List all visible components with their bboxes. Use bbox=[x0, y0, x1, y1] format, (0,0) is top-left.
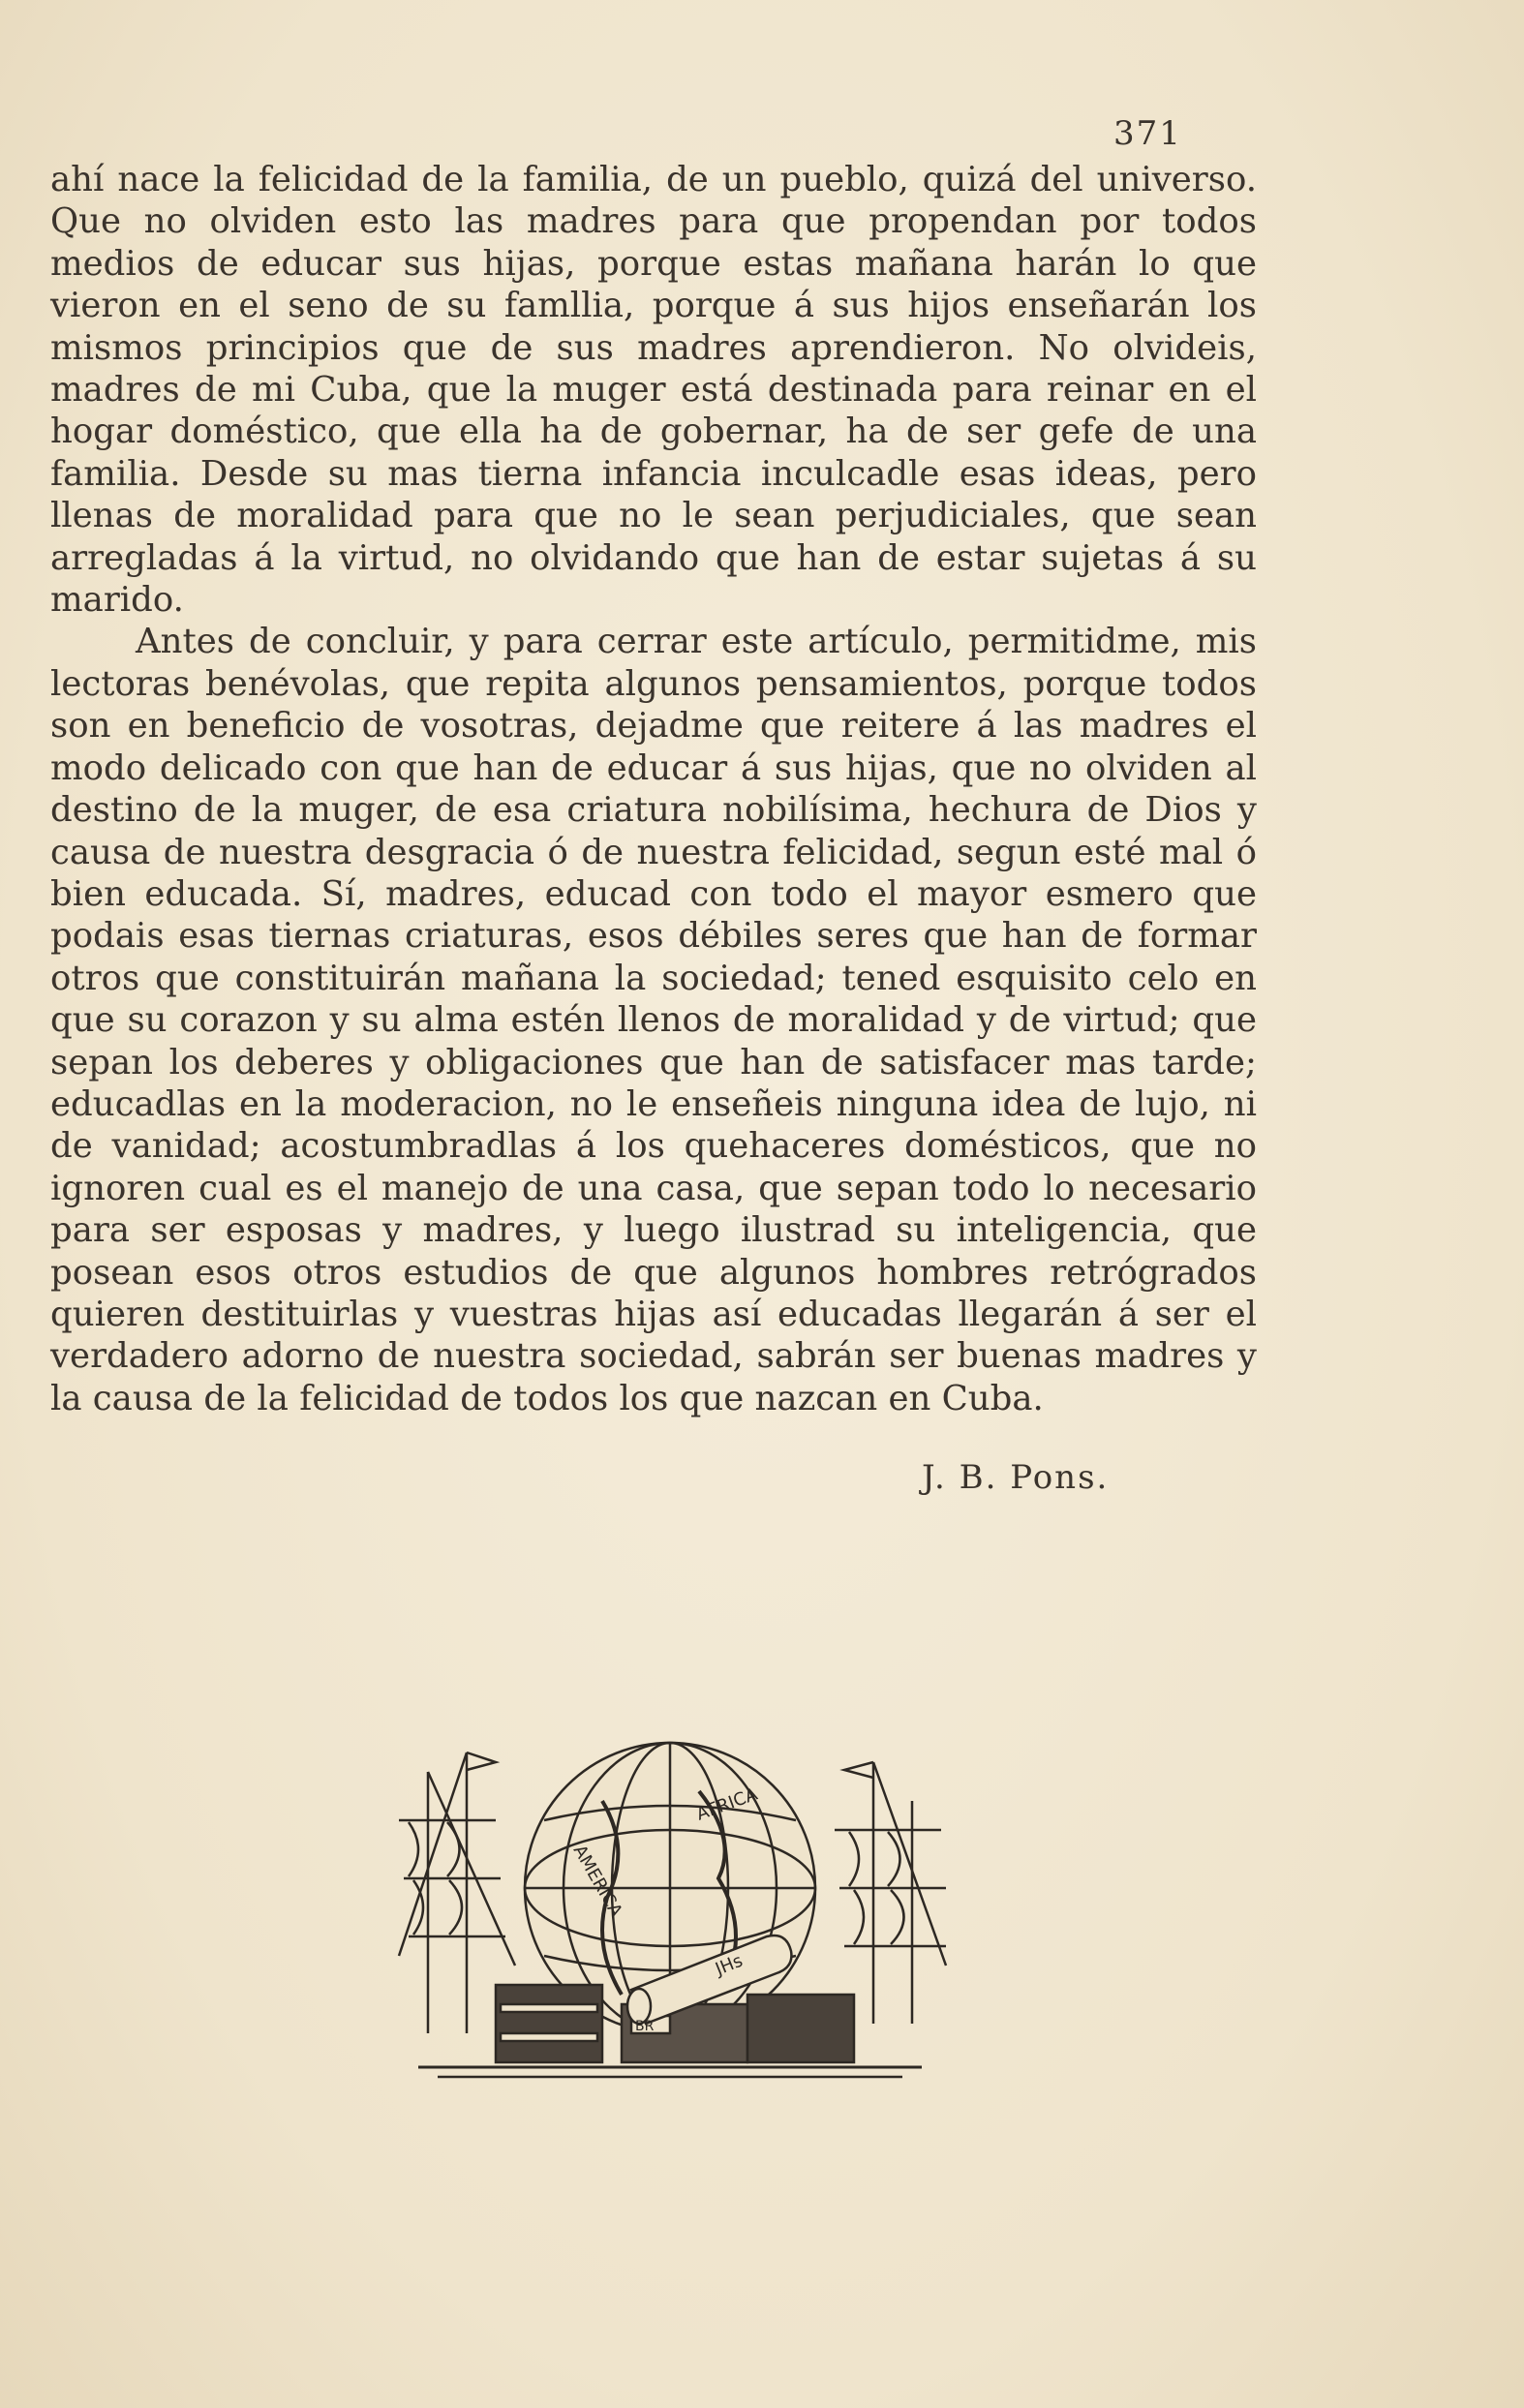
globe-label: AMERICA bbox=[568, 1842, 626, 1921]
globe-and-ships-vignette bbox=[380, 1714, 951, 2101]
article-text bbox=[50, 159, 1257, 1419]
right-ship-icon bbox=[835, 1762, 946, 2024]
paragraph: ahí nace la felicidad de la familia, de un pueblo, quizá del universo. Que no olviden esto las madres para que propendan por todos medios de educar sus hijas, porque estas mañana harán lo que vieron en el seno de su famllia, porque á sus hijos enseñarán los mismos principios que de sus madres aprendieron. No olvideis, madres de mi Cuba, que la muger está destinada para reinar en el hogar doméstico, que ella ha de gobernar, ha de ser gefe de una familia. Desde su mas tierna infancia inculcadle esas ideas, pero llenas de moralidad para que no le sean perjudiciales, que sean arregladas á la virtud, no olvidando que han de estar sujetas á su marido. bbox=[50, 160, 1257, 621]
author-signature: J. B. Pons. bbox=[922, 1458, 1110, 1497]
book-label: BR bbox=[635, 2019, 655, 2034]
page-number: 371 bbox=[1113, 114, 1182, 153]
globe-label: AFRICA bbox=[693, 1783, 761, 1825]
paragraph: Antes de concluir, y para cerrar este artículo, permitidme, mis lectoras benévolas, que repita algunos pensamientos, porque todos son en beneficio de vosotras, dejadme que reitere á las madres el modo delicado con que han de educar á sus hijas, que no olviden al destino de la muger, de esa criatura nobilísima, hechura de Dios y causa de nuestra desgracia ó de nuestra felicidad, segun esté mal ó bien educada. Sí, madres, educad con todo el mayor esmero que podais esas tiernas criaturas, esos débiles seres que han de formar otros que constituirán mañana la sociedad; tened esquisito celo en que su corazon y su alma estén llenos de moralidad y de virtud; que sepan los deberes y obligaciones que han de satisfacer mas tarde; educadlas en la moderacion, no le enseñeis ninguna idea de lujo, ni de vanidad; acostumbradlas á los quehaceres domésticos, que no ignoren cual es el manejo de una casa, que sepan todo lo necesario para ser esposas y madres, y luego ilustrad su inteligencia, que posean esos otros estudios de que algunos hombres retrógrados quieren destituirlas y vuestras hijas así educadas llegarán á ser el verdadero adorno de nuestra sociedad, sabrán ser buenas madres y la causa de la felicidad de todos los que nazcan en Cuba. bbox=[50, 622, 1257, 1418]
scroll-label: JHs bbox=[713, 1950, 747, 1980]
